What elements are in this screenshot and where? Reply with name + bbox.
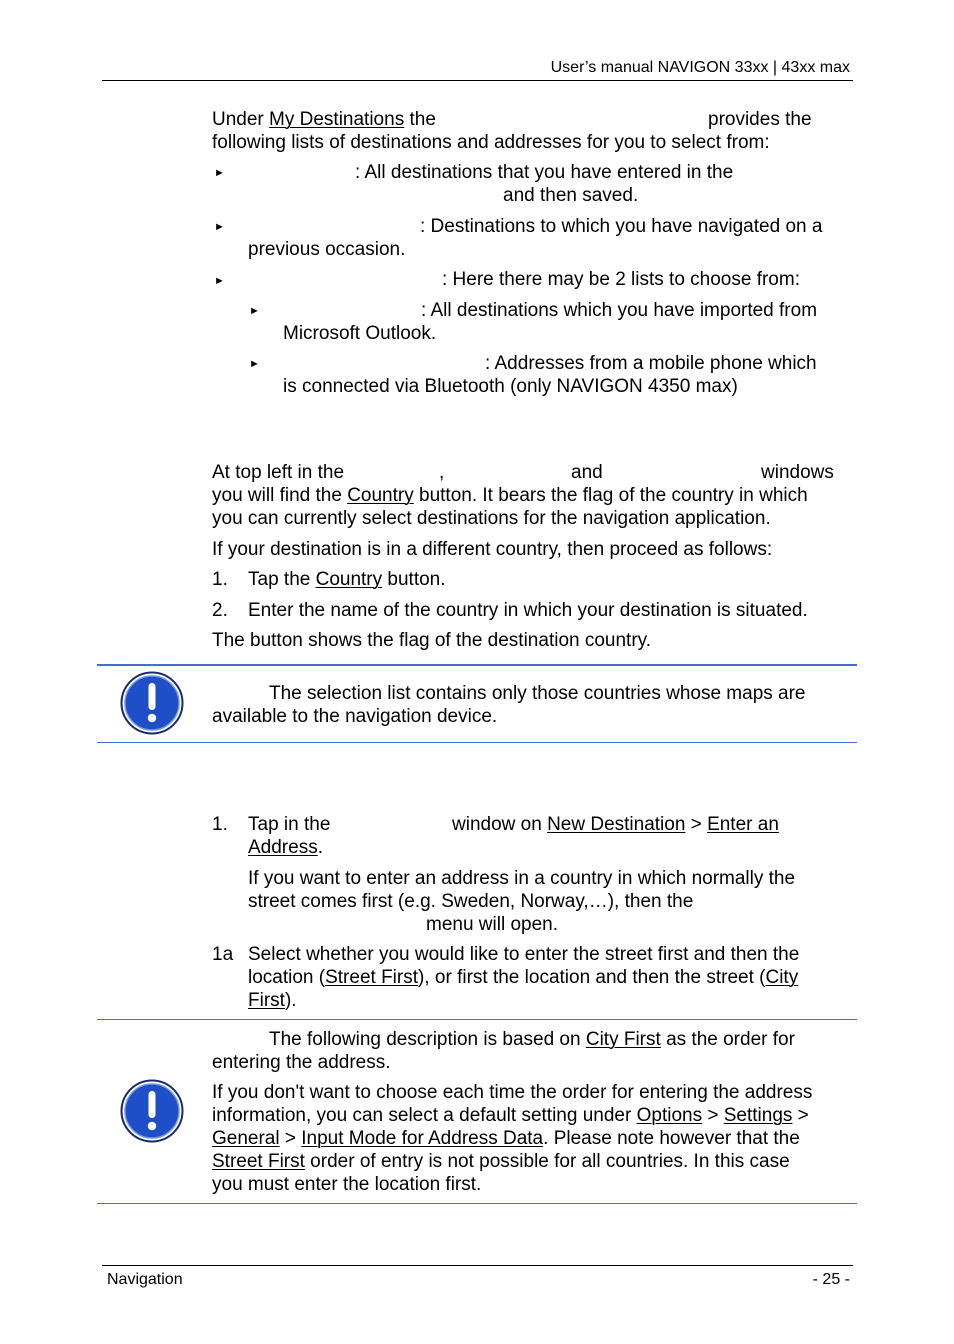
step-number: 1. [212, 569, 228, 590]
country-text-1: At top left in the [212, 462, 345, 483]
country-step-2: Enter the name of the country in which your destination is situated. [248, 600, 808, 621]
bullet-2-text-2: previous occasion. [248, 239, 406, 260]
sub-bullet-1-text: : All destinations which you have imported from [421, 300, 818, 321]
step-number: 1a [212, 944, 234, 965]
page-number: - 25 - [812, 1271, 850, 1288]
new-destination-link[interactable]: New Destination [547, 814, 686, 835]
country-link[interactable]: Country [347, 485, 414, 506]
step-1-text-d: If you want to enter an address in a country in which normally the [248, 868, 796, 889]
sub-bullet-2-text-2: is connected via Bluetooth (only NAVIGON 4350 max) [283, 376, 738, 397]
country-text-4: If your destination is in a different country, then proceed as follows: [212, 539, 773, 560]
input-mode-link[interactable]: Input Mode for Address Data [301, 1128, 544, 1149]
country-step-1: Tap the Country button. [248, 569, 446, 590]
my-destinations-link[interactable]: My Destinations [269, 109, 405, 130]
step-1-text-c: Address. [248, 837, 323, 858]
bullet-icon: ► [214, 167, 225, 179]
step-1a-text-1: Select whether you would like to enter the street first and then the [248, 944, 800, 965]
step-1-text-a: Tap in the [248, 814, 331, 835]
country-text-5: The button shows the flag of the destination country. [212, 630, 652, 651]
note-2-line-6: Street First order of entry is not possible for all countries. In this case [212, 1151, 790, 1172]
city-first-link[interactable]: City First [585, 1029, 661, 1050]
city-first-link[interactable]: City [765, 967, 799, 988]
note-2-line-3: If you don't want to choose each time the order for entering the address [212, 1082, 813, 1103]
note-top-rule [97, 1019, 857, 1020]
bullet-1-text-2: and then saved. [503, 185, 639, 206]
country-text-2: you will find the Country button. It bears the flag of the country in which [212, 485, 808, 506]
country-text-and: and [571, 462, 603, 483]
country-link[interactable]: Country [315, 569, 383, 590]
step-1a-text-3: First). [248, 990, 297, 1011]
bullet-icon: ► [214, 221, 225, 233]
footer-section: Navigation [107, 1271, 183, 1288]
enter-an-address-link[interactable]: Address [248, 837, 318, 858]
sub-bullet-1-text-2: Microsoft Outlook. [283, 323, 437, 344]
bullet-3-text: : Here there may be 2 lists to choose from: [442, 269, 800, 290]
note-2-line-2: entering the address. [212, 1052, 391, 1073]
bullet-1-text: : All destinations that you have entered in the [355, 162, 734, 183]
sub-bullet-icon: ► [249, 358, 260, 370]
footer-rule [102, 1265, 853, 1266]
city-first-link[interactable]: First [248, 990, 285, 1011]
step-number: 1. [212, 814, 228, 835]
note-1-line-1: The selection list contains only those countries whose maps are [269, 683, 806, 704]
options-link[interactable]: Options [636, 1105, 703, 1126]
note-2-line-1: The following description is based on City First as the order for [269, 1029, 795, 1050]
general-link[interactable]: General [212, 1128, 280, 1149]
exclamation-icon [120, 1079, 184, 1143]
intro-line-1-end: provides the [708, 109, 812, 130]
sub-bullet-2-text: : Addresses from a mobile phone which [485, 353, 817, 374]
exclamation-icon [120, 671, 184, 735]
country-text-3: you can currently select destinations for the navigation application. [212, 508, 771, 529]
intro-line-1: Under My Destinations the [212, 109, 436, 130]
note-2-line-7: you must enter the location first. [212, 1174, 482, 1195]
step-1a-text-2: location (Street First), or first the location and then the street (City [248, 967, 799, 988]
settings-link[interactable]: Settings [723, 1105, 793, 1126]
step-1-text-f: menu will open. [426, 914, 559, 935]
note-1-line-2: available to the navigation device. [212, 706, 498, 727]
step-number: 2. [212, 600, 228, 621]
note-bottom-rule [97, 742, 857, 743]
street-first-link[interactable]: Street First [212, 1151, 305, 1172]
country-text-windows: windows [761, 462, 834, 483]
country-text-comma: , [439, 462, 445, 483]
note-2-line-4: information, you can select a default setting under Options > Settings > [212, 1105, 809, 1126]
enter-an-address-link[interactable]: Enter an [707, 814, 779, 835]
note-bottom-rule [97, 1203, 857, 1204]
intro-line-2: following lists of destinations and addresses for you to select from: [212, 132, 770, 153]
step-1-text-e: street comes first (e.g. Sweden, Norway,…), then the [248, 891, 694, 912]
sub-bullet-icon: ► [249, 305, 260, 317]
bullet-icon: ► [214, 275, 225, 287]
step-1-text-b: window on New Destination > Enter an [452, 814, 779, 835]
note-top-rule [97, 664, 857, 666]
bullet-2-text: : Destinations to which you have navigated on a [420, 216, 823, 237]
header-title: User’s manual NAVIGON 33xx | 43xx max [550, 59, 850, 76]
header-rule [102, 80, 853, 81]
note-2-line-5: General > Input Mode for Address Data. Please note however that the [212, 1128, 800, 1149]
street-first-link[interactable]: Street First [325, 967, 419, 988]
